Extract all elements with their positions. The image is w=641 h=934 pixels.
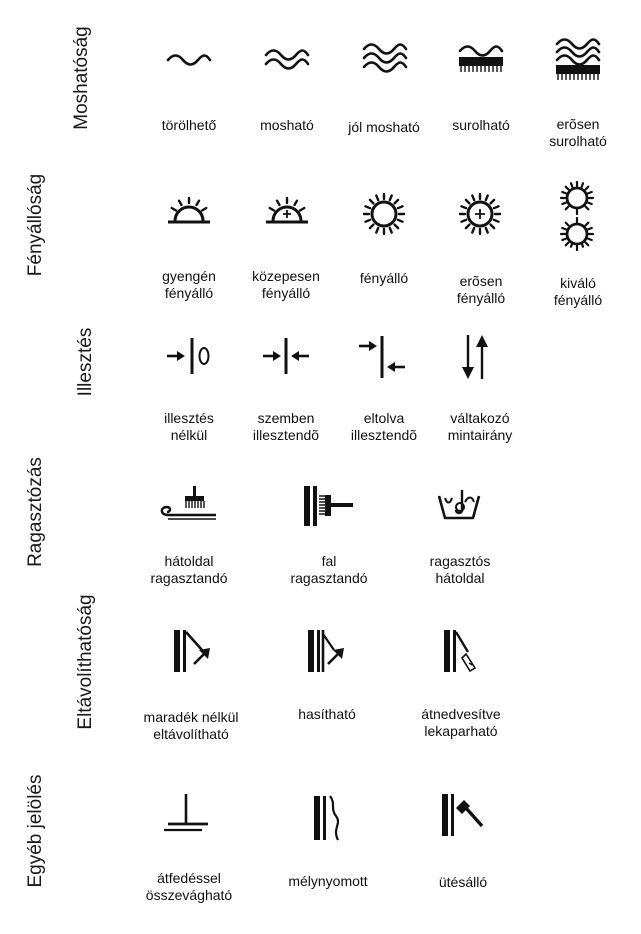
prepasted-icon bbox=[436, 486, 482, 524]
section-title-moshatosag: Moshatóság bbox=[71, 26, 92, 130]
wet-removable-icon bbox=[442, 628, 482, 674]
section-title-egyeb-jeloles: Egyéb jelölés bbox=[25, 774, 46, 888]
label-surolhato: surolható bbox=[452, 117, 510, 133]
impact-resistant-icon bbox=[440, 792, 486, 838]
label-hatoldal-ragasztando: hátoldal ragasztandó bbox=[150, 553, 228, 586]
label-kivalo-fenyallo: kiváló fényálló bbox=[553, 275, 603, 308]
offset-match-icon bbox=[358, 334, 406, 380]
sun-icon bbox=[362, 192, 406, 236]
label-moshato: mosható bbox=[260, 117, 314, 133]
label-illesztes-nelkul: illesztés nélkül bbox=[164, 410, 214, 443]
label-ragasztos-hatoldal: ragasztós hátoldal bbox=[429, 553, 491, 586]
wave-3-icon bbox=[362, 42, 408, 76]
straight-match-icon bbox=[262, 336, 310, 376]
label-kozepesen-fenyallo: közepesen fényálló bbox=[252, 268, 320, 301]
label-atfedessel-osszevaghato: átfedéssel összevágható bbox=[145, 870, 233, 903]
overlap-cut-icon bbox=[162, 792, 214, 836]
peelable-icon bbox=[306, 628, 348, 674]
wave-heavy-brush-icon bbox=[555, 38, 601, 82]
paste-wall-icon bbox=[302, 484, 356, 528]
label-erosen-surolhato: erõsen surolható bbox=[549, 116, 607, 149]
section-title-ragasztozas: Ragasztózás bbox=[25, 457, 46, 567]
wave-2-icon bbox=[264, 48, 310, 72]
section-title-illesztes: Illesztés bbox=[75, 327, 96, 397]
sun-plus-icon bbox=[458, 192, 502, 236]
paste-back-icon bbox=[158, 484, 222, 524]
label-gyengen-fenyallo: gyengén fényálló bbox=[162, 268, 216, 301]
label-utesallo: ütésálló bbox=[438, 874, 488, 890]
double-sun-icon bbox=[556, 180, 598, 254]
strippable-icon bbox=[172, 628, 214, 674]
wave-brush-icon bbox=[458, 44, 504, 74]
label-eltolva-illesztendo: eltolva illesztendõ bbox=[350, 410, 418, 443]
label-jol-moshato: jól mosható bbox=[348, 119, 420, 135]
label-valtakozo-mintairany: váltakozó mintairány bbox=[447, 410, 513, 443]
section-title-eltavolithatosag: Eltávolíthatóság bbox=[75, 594, 96, 730]
section-title-fenyallosag: Fényállóság bbox=[25, 173, 46, 277]
label-torolheto: törölhető bbox=[161, 117, 217, 133]
label-fal-ragasztando: fal ragasztandó bbox=[290, 553, 368, 586]
label-erosen-fenyallo: erõsen fényálló bbox=[456, 273, 506, 306]
label-atnedvesitve-lekaparhato: átnedvesítve lekaparható bbox=[421, 706, 501, 739]
wave-1-icon bbox=[166, 52, 212, 68]
label-szemben-illesztendo: szemben illesztendõ bbox=[252, 410, 320, 443]
half-sun-icon bbox=[166, 195, 212, 225]
label-maradek-nelkul-eltavolithato: maradék nélkül eltávolítható bbox=[143, 709, 239, 742]
label-fenyallo: fényálló bbox=[359, 270, 409, 286]
half-sun-plus-icon bbox=[264, 195, 310, 225]
label-melynyomott: mélynyomott bbox=[288, 873, 368, 889]
label-hasithato: hasítható bbox=[298, 706, 356, 722]
reverse-hanging-icon bbox=[458, 333, 492, 381]
embossed-icon bbox=[312, 794, 348, 842]
free-match-icon bbox=[166, 336, 214, 376]
